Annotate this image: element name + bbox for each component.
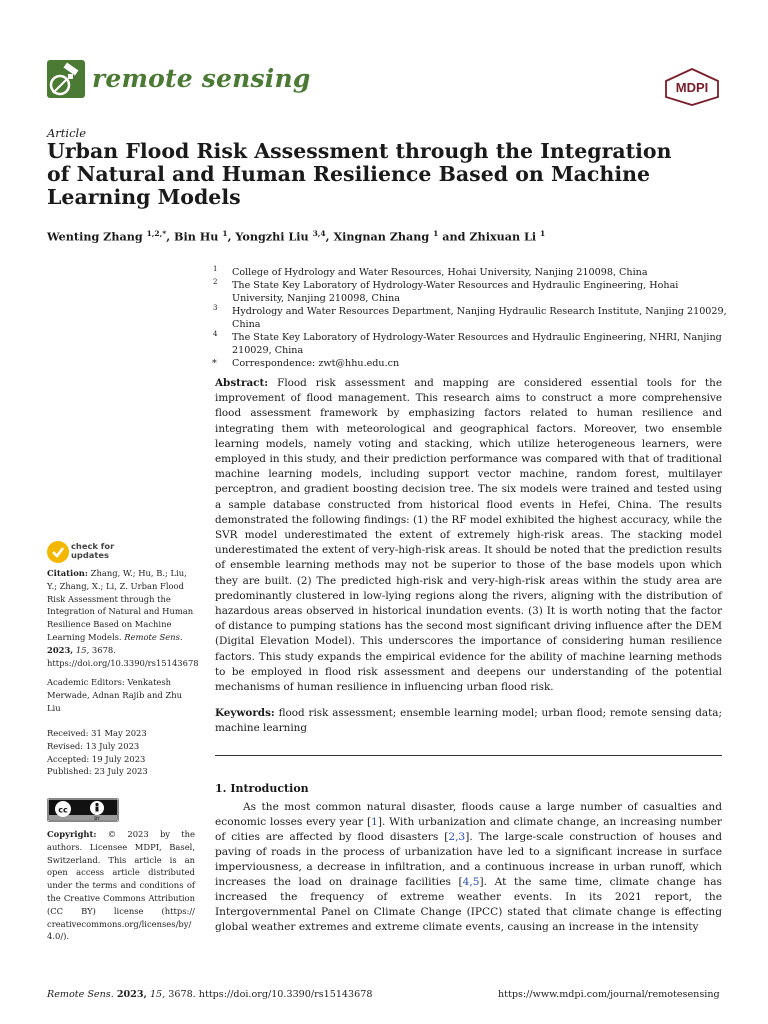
keywords — [215, 706, 722, 736]
satellite-logo-icon — [47, 60, 85, 98]
affiliation-item: 4 The State Key Laboratory of Hydrology-Water Resources and Hydraulic Engineering, NHRI, Nanjing 210029, China — [213, 330, 722, 356]
citation-link[interactable]: 2,3 — [448, 831, 466, 843]
author-name[interactable]: Xingnan Zhang — [333, 229, 430, 244]
intro-paragraph: As the most common natural disaster, floods cause a large number of casualties and economic losses every year [1]. With urbanization and climate change, an increasing number of cities are affected by flood disasters [2,3]. The large-scale construction of houses and paving of roads in the process of urbanization have led to a significant increase in surface imperviousness, a decrease in infiltration, and a continuous increase in urban runoff, which increases the load on drainage facilities [4,5]. At the same time, climate change has increased the frequency of extreme weather events. In its 2021 report, the Intergovernmental Panel on Climate Change (IPCC) stated that climate change is effecting global weather extremes and extreme climate events, causing an increase in the intensity — [215, 801, 723, 933]
keywords-text: flood risk assessment; ensemble learning model; urban flood; remote sensing data; machine learning — [215, 707, 722, 735]
citation-link[interactable]: 1 — [371, 816, 378, 828]
svg-text:cc: cc — [58, 805, 68, 815]
academic-editors: Academic Editors: Venkatesh Merwade, Adnan Rajib and Zhu Liu — [47, 677, 182, 713]
date-revised: Revised: 13 July 2023 — [47, 740, 140, 751]
article-title: Urban Flood Risk Assessment through the Integration of Natural and Human Resilience Based on Machine Learning Models — [47, 139, 672, 209]
correspondence: * Correspondence: zwt@hhu.edu.cn — [212, 358, 400, 369]
section-divider — [215, 755, 722, 756]
date-published: Published: 23 July 2023 — [47, 766, 148, 777]
check-updates-line1: check for — [71, 541, 115, 551]
cc-by-label: BY — [94, 817, 100, 822]
affiliation-item: 3 Hydrology and Water Resources Department, Nanjing Hydraulic Research Institute, Nanjing 210029, China — [213, 304, 727, 330]
affiliation-item: 2 The State Key Laboratory of Hydrology-Water Resources and Hydraulic Engineering, Hohai University, Nanjing 210098, China — [213, 278, 679, 304]
abstract-label: Abstract: — [215, 377, 269, 389]
author-name[interactable]: Yongzhi Liu — [235, 229, 309, 244]
author-affil-mark: 1 — [433, 229, 439, 238]
date-received: Received: 31 May 2023 — [47, 728, 147, 738]
abstract — [215, 376, 722, 695]
check-updates-badge[interactable] — [47, 541, 127, 563]
check-updates-line2: updates — [71, 550, 109, 560]
dates — [47, 727, 195, 778]
citation-block: Citation: Zhang, W.; Hu, B.; Liu, Y.; Zhang, X.; Li, Z. Urban Flood Risk Assessment through the Integration of Natural and Human Resilience Based on Machine Learning Models. Remote Sens. 2023, 15, 3678. https://doi.org/10.3390/rs15143678 — [47, 568, 199, 668]
abstract-text: Flood risk assessment and mapping are considered essential tools for the improvement of flood management. This research aims to construct a more comprehensive flood assessment framework by emphasizing factors related to human resilience and integrating them with meteorological and geographical factors. Moreover, two ensemble learning models, namely voting and stacking, which utilize heterogeneous learners, were employed in this study, and their prediction performance was compared with that of traditional machine learning models, including support vector machine, random forest, multilayer perceptron, and gradient boosting decision tree. The six models were trained and tested using a sample database constructed from historical flood events in Hefei, China. The results demonstrated the following findings: (1) the RF model exhibited the highest accuracy, while the SVR model underestimated the extent of extremely high-risk areas. The stacking model underestimated the extent of very-high-risk areas. It should be noted that the prediction results of ensemble learning methods may not be superior to those of the base models upon which they are built. (2) The predicted high-risk and very-high-risk areas within the study area are predominantly clustered in low-lying regions along the rivers, aligning with the distribution of hazardous areas observed in historical inundation events. (3) It is worth noting that the factor of distance to pumping stations has the second most significant driving influence after the DEM (Digital Elevation Model). This underscores the importance of considering human resilience factors. This study expands the empirical evidence for the ability of machine learning methods to be employed in flood risk assessment and deepens our understanding of the potential mechanisms of human resilience in influencing urban flood risk. — [215, 377, 722, 694]
author-name[interactable]: Bin Hu — [173, 229, 219, 244]
cc-by-license-icon[interactable] — [47, 798, 119, 822]
copyright-notice: Copyright: © 2023 by the authors. Licensee MDPI, Basel, Switzerland. This article is an open access article distributed under the terms and conditions of the Creative Commons Attribution (CC BY) license (https:// creativecommons.org/licenses/by/ 4.0/). — [47, 829, 196, 942]
publisher-logo[interactable] — [664, 67, 720, 111]
author-affil-mark: 1 — [222, 229, 228, 238]
mdpi-logo-icon — [664, 67, 720, 107]
footer-citation: Remote Sens. 2023, 15, 3678. https://doi.org/10.3390/rs15143678 — [47, 989, 373, 1000]
author-name[interactable]: Wenting Zhang — [47, 229, 143, 244]
keywords-label: Keywords: — [215, 707, 275, 719]
check-updates-icon — [47, 541, 69, 563]
journal-name[interactable]: remote sensing — [92, 64, 311, 93]
article-type: Article — [47, 126, 87, 140]
author-affil-mark: 3,4 — [312, 229, 326, 238]
citation-link[interactable]: 4,5 — [462, 876, 480, 888]
footer-journal-url[interactable]: https://www.mdpi.com/journal/remotesensing — [498, 989, 720, 1000]
affiliation-item: 1 College of Hydrology and Water Resources, Hohai University, Nanjing 210098, China — [213, 265, 648, 278]
section-heading: 1. Introduction — [215, 782, 309, 795]
author-affil-mark: 1,2,* — [146, 229, 167, 238]
author-list: Wenting Zhang $^{1,2,*}$, Bin Hu $^1$, Yongzhi Liu $^{3,4}$, Xingnan Zhang $^1$ and Zhixuan Li $^1$ — [47, 229, 546, 244]
date-accepted: Accepted: 19 July 2023 — [47, 753, 146, 764]
author-affil-mark: 1 — [540, 229, 546, 238]
publisher-name: MDPI — [675, 80, 709, 95]
affiliations — [209, 266, 729, 370]
journal-logo[interactable] — [47, 60, 85, 98]
author-name[interactable]: Zhixuan Li — [469, 229, 537, 244]
